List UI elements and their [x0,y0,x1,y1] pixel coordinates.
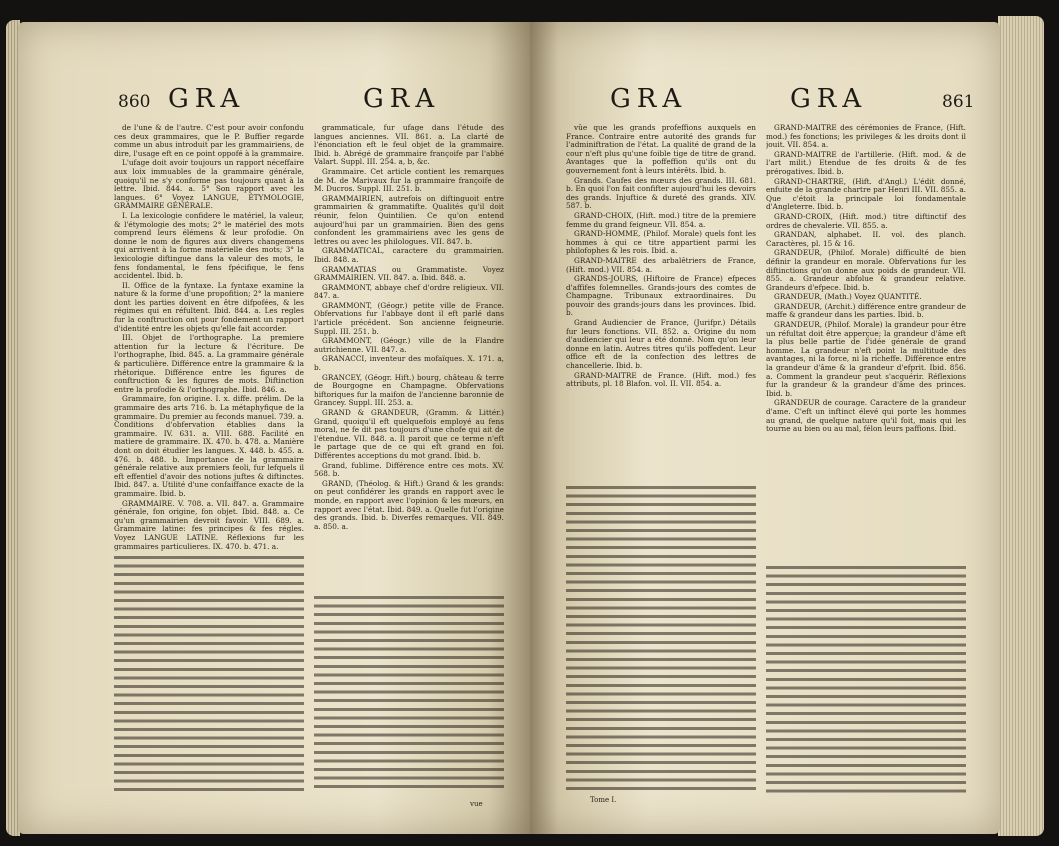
left-page-catchword: vue [470,800,483,808]
left-column-2 [314,124,504,794]
text-paragraph: GRANDEUR de courage. Caractere de la grandeur d'ame. C'eft un inftinct élevé qui porte les hommes au grand, de quelque nature qu'il foit, mais qui les tourne au bien ou au mal, félon leurs paffions. Ibid. [766,398,966,434]
text-paragraph: GRAND-MAITRE de France. (Hift. mod.) fes attributs, pl. 18 Blafon. vol. II. VII. 854. a. [566,370,756,389]
text-paragraph: GRAND-HOMME, (Philof. Morale) quels font les hommes à qui ce titre appartient parmi les philofophes & les rois. Ibid. a. [566,229,756,256]
right-column-2 [766,124,966,794]
text-paragraph: GRANACCI, inventeur des mofaïques. X. 171. a, b. [314,354,504,373]
right-page-signature: Tome I. [590,796,617,804]
text-paragraph: vûe que les grands profeffions auxquels en France. Contraire entre autorité des grands fur l'adminiftration de l'état. La qualité de grand de la cour n'eft plus qu'une foible tige de titre de grand. Avantages que la poffeffion qu'ils ont du gouvernement font à leurs intérêts. Ibid. b. [566,124,756,175]
text-paragraph: GRAND-MAITRE des arbalêtriers de France, (Hift. mod.) VII. 854. a. [566,255,756,274]
text-paragraph: GRAND-MAITRE de l'artillerie. (Hift. mod. & de l'art milit.) Etendue de fes droits & de fes prérogatives. Ibid. b. [766,149,966,176]
text-paragraph: GRAND-CROIX, (Hift. mod.) titre diftinctif des ordres de chevalerie. VII. 855. a. [766,211,966,230]
text-paragraph: Grand Audiencier de France, (Jurifpr.) Détails fur leurs fonctions. VII. 852. a. Origine du nom d'audiencier qui leur a été donné. Nom qu'on leur donne en latin. Autres titres qu'ils poffedent. Leur office eft de la confection des lettres de chancellerie. Ibid. b. [566,318,756,371]
left-page-header [18,84,530,120]
text-paragraph: GRANDEUR, (Philof. Morale) difficulté de bien définir la grandeur en morale. Obfervations fur les diftinctions qu'on donne aux poids de grandeur. VII. 855. a. Grandeur abfolue & grandeur relative. Grandeurs d'efpece. Ibid. b. [766,248,966,292]
text-paragraph: GRAMMATIAS ou Grammatiste. Voyez GRAMMAIRIEN. VII. 847. a. Ibid. 848. a. [314,264,504,283]
right-page [530,22,1000,834]
text-paragraph: GRAMMAIRE. V. 708. a. VII. 847. a. Grammaire générale, fon origine, fon objet. Ibid. 848. a. Ce qu'un grammairien devroit favoir. VIII. 689. a. Grammaire latine: fes principes & fes régles. Voyez LANGUE LATINE. Réflexions fur les grammaires particulieres. IX. 470. b. 471. a. [114,498,304,551]
text-paragraph: II. Office de la fyntaxe. La fyntaxe examine la nature & la forme d'une propofition; 2° la maniere dont les parties doivent en être difpofées, & les régimes qui en réfultent. Ibid. 844. a. Les regles fur la conftruction ont pour fondement un rapport d'identité entre les objets qu'elle fait accorder. [114,280,304,333]
text-paragraph: GRANDEUR, (Archit.) différence entre grandeur de maffe & grandeur dans les parties. Ibid. b. [766,301,966,320]
text-paragraph: GRAMMATICAL, caractere du grammairien. Ibid. 848. a. [314,246,504,264]
text-paragraph: Grammaire, fon origine. I. x. diffe. prélim. De la grammaire des arts 716. b. La métaphyfique de la grammaire. Du premier au feconds manuel. 739. a. Conditions d'obfervation établies dans la grammaire. IV. 631. a. VIII. 688. Facilité en matiere de grammaire. IX. 470. b. 478. a. Manière dont on doit étudier les langues. X. 448. b. 455. a. 476. b. 488. b. Importance de la grammaire générale relative aux premiers feoli, fur lefquels il eft effentiel d'avoir des notions juftes & diftinctes. Ibid. 847. a. Utilité d'une confaiffance exacte de la grammaire. Ibid. b. [114,394,304,498]
text-paragraph: GRAMMAIRIEN, autrefois on diftinguoit entre grammairien & grammatifte. Qualités qu'il doit réunir, felon Quintilien. Ce qu'on entend aujourd'hui par un grammairien. Bien des gens confondent les grammairiens avec les gens de lettres ou avec les philologues. VII. 847. b. [314,193,504,246]
text-paragraph: I. La lexicologie confidere le matériel, la valeur, & l'étymologie des mots; 2° le matériel des mots comprend leurs élémens & leur profodie. On donne le nom de figures aux divers changemens qui arrivent à la forme matérielle des mots; 3° la lexicologie diftingue dans la valeur des mots, le fens fondamental, le fens fpécifique, le fens accidentel. Ibid. b. [114,210,304,281]
text-paragraph: GRAMMONT, (Géogr.) ville de la Flandre autrichienne. VII. 847. a. [314,336,504,354]
right-column-1 [566,124,756,794]
text-paragraph: GRANCEY, (Géogr. Hift.) bourg, château & terre de Bourgogne en Champagne. Obfervations hiftoriques fur la maifon de l'ancienne baronnie de Grancey. Suppl. III. 253. a. [314,372,504,408]
left-column-1 [114,124,304,794]
text-paragraph: GRANDAN, alphabet. II. vol. des planch. Caractères, pl. 15 & 16. [766,230,966,248]
text-paragraph: GRAND-MAITRE des cérémonies de France, (Hift. mod.) fes fonctions; les privileges & les droits dont il jouit. VII. 854. a. [766,124,966,150]
left-running-head-1: GRA [168,84,246,114]
text-paragraph: Grand, fublime. Différence entre ces mots. XV. 568. b. [314,460,504,479]
dense-text-lines [766,564,966,794]
text-paragraph: GRAMMONT, abbaye chef d'ordre religieux. VII. 847. a. [314,282,504,301]
text-paragraph: grammaticale, fur ufage dans l'étude des langues anciennes. VII. 861. a. La clarté de l'énonciation eft le feul objet de la grammaire. Ibid. b. Abrégé de grammaire françoife par l'abbé Valart. Suppl. III. 254. a, b, &c. [314,124,504,167]
text-paragraph: GRAND, (Théolog. & Hift.) Grand & les grands: on peut confidérer les grands en rapport avec le monde, en rapport avec l'opinion & les mœurs, en rapport avec l'état. Ibid. 849. a. Quelle fut l'origine des grands. Ibid. b. Diverfes remarques. VII. 849. a. 850. a. [314,478,504,531]
left-running-head-2: GRA [363,84,441,114]
text-paragraph: GRANDS-JOURS, (Hiftoire de France) efpeces d'affifes folemnelles. Grands-jours des comtes de Champagne. Tribunaux extraordinaires. Du pouvoir des grands-jours dans les provinces. Ibid. b. [566,274,756,318]
left-page-number: 860 [118,92,151,112]
dense-text-lines [114,554,304,794]
text-paragraph: de l'une & de l'autre. C'est pour avoir confondu ces deux grammaires, que le P. Buffier regarde comme un abus introduit par les grammairiens, de dire, l'usage eft en ce point oppofé à la grammaire. [114,124,304,158]
text-paragraph: III. Objet de l'orthographe. La premiere attention fur la lecture & l'écriture. De l'orthographe, Ibid. 845. a. La grammaire générale & particulière. Différence entre la grammaire & la rhétorique. Différence entre les figures de conftruction & les figures de mots. Diftinction entre la profodie & l'orthographe. Ibid. 846. a. [114,333,304,394]
text-paragraph: Grands. Caufes des mœurs des grands. III. 681. b. En quoi l'on fait confifter aujourd'hui les devoirs des grands. Injuftice & dureté des grands. XIV. 587. b. [566,175,756,211]
left-page [18,22,530,834]
right-page-edges [998,16,1044,836]
right-running-head-1: GRA [610,84,688,114]
text-paragraph: GRAND-CHOIX, (Hift. mod.) titre de la premiere femme du grand feigneur. VII. 854. a. [566,210,756,229]
dense-text-lines [566,484,756,794]
right-running-head-2: GRA [790,84,868,114]
text-paragraph: GRANDEUR, (Math.) Voyez QUANTITÉ. [774,292,922,302]
text-paragraph: GRAND-CHARTRE, (Hift. d'Angl.) L'édit donné, enfuite de la grande chartre par Henri III. VII. 855. a. Que c'étoit la principale loi fondamentale d'Angleterre. Ibid. b. [766,176,966,212]
right-page-number: 861 [942,92,975,112]
dense-text-lines [314,594,504,794]
text-paragraph: GRAND & GRANDEUR, (Gramm. & Littér.) Grand, quoiqu'il eft quelquefois employé au fens moral, ne fe dit pas toujours d'une chofe qui ait de l'étendue. VII. 848. a. Il paroit que ce terme n'eft le partage que de ce qui eft grand en foi. Différentes acceptions du mot grand. Ibid. b. [314,408,504,460]
right-page-header [530,84,1000,120]
text-paragraph: GRANDEUR, (Philof. Morale) la grandeur pour être un réfultat doit être apperçue; la grandeur d'âme eft la plus belle partie de l'idée générale de grand homme. La grandeur n'eft point la multitude des avantages, ni la force, ni la richeffe. Différence entre la grandeur d'âme & la grandeur d'efprit. Ibid. 856. a. Comment la grandeur peut s'acquérir. Réflexions fur la grandeur & la grandeur d'âme des princes. Ibid. b. [766,320,966,398]
text-paragraph: L'ufage doit avoir toujours un rapport néceffaire aux loix immuables de la grammaire générale, quoiqu'il ne s'y conforme pas toujours quant à la lettre. Ibid. 844. a. 5° Son rapport avec les langues. 6° Voyez LANGUE, ÉTYMOLOGIE, GRAMMAIRE GÉNÉRALE. [114,158,304,211]
text-paragraph: GRAMMONT, (Géogr.) petite ville de France. Obfervations fur l'abbaye dont il eft parlé dans l'article précédent. Son ancienne feigneurie. Suppl. III. 251. b. [314,300,504,336]
text-paragraph: Grammaire. Cet article contient les remarques de M. de Marivaux fur la grammaire françoife de M. Ducros. Suppl. III. 251. b. [314,166,504,194]
